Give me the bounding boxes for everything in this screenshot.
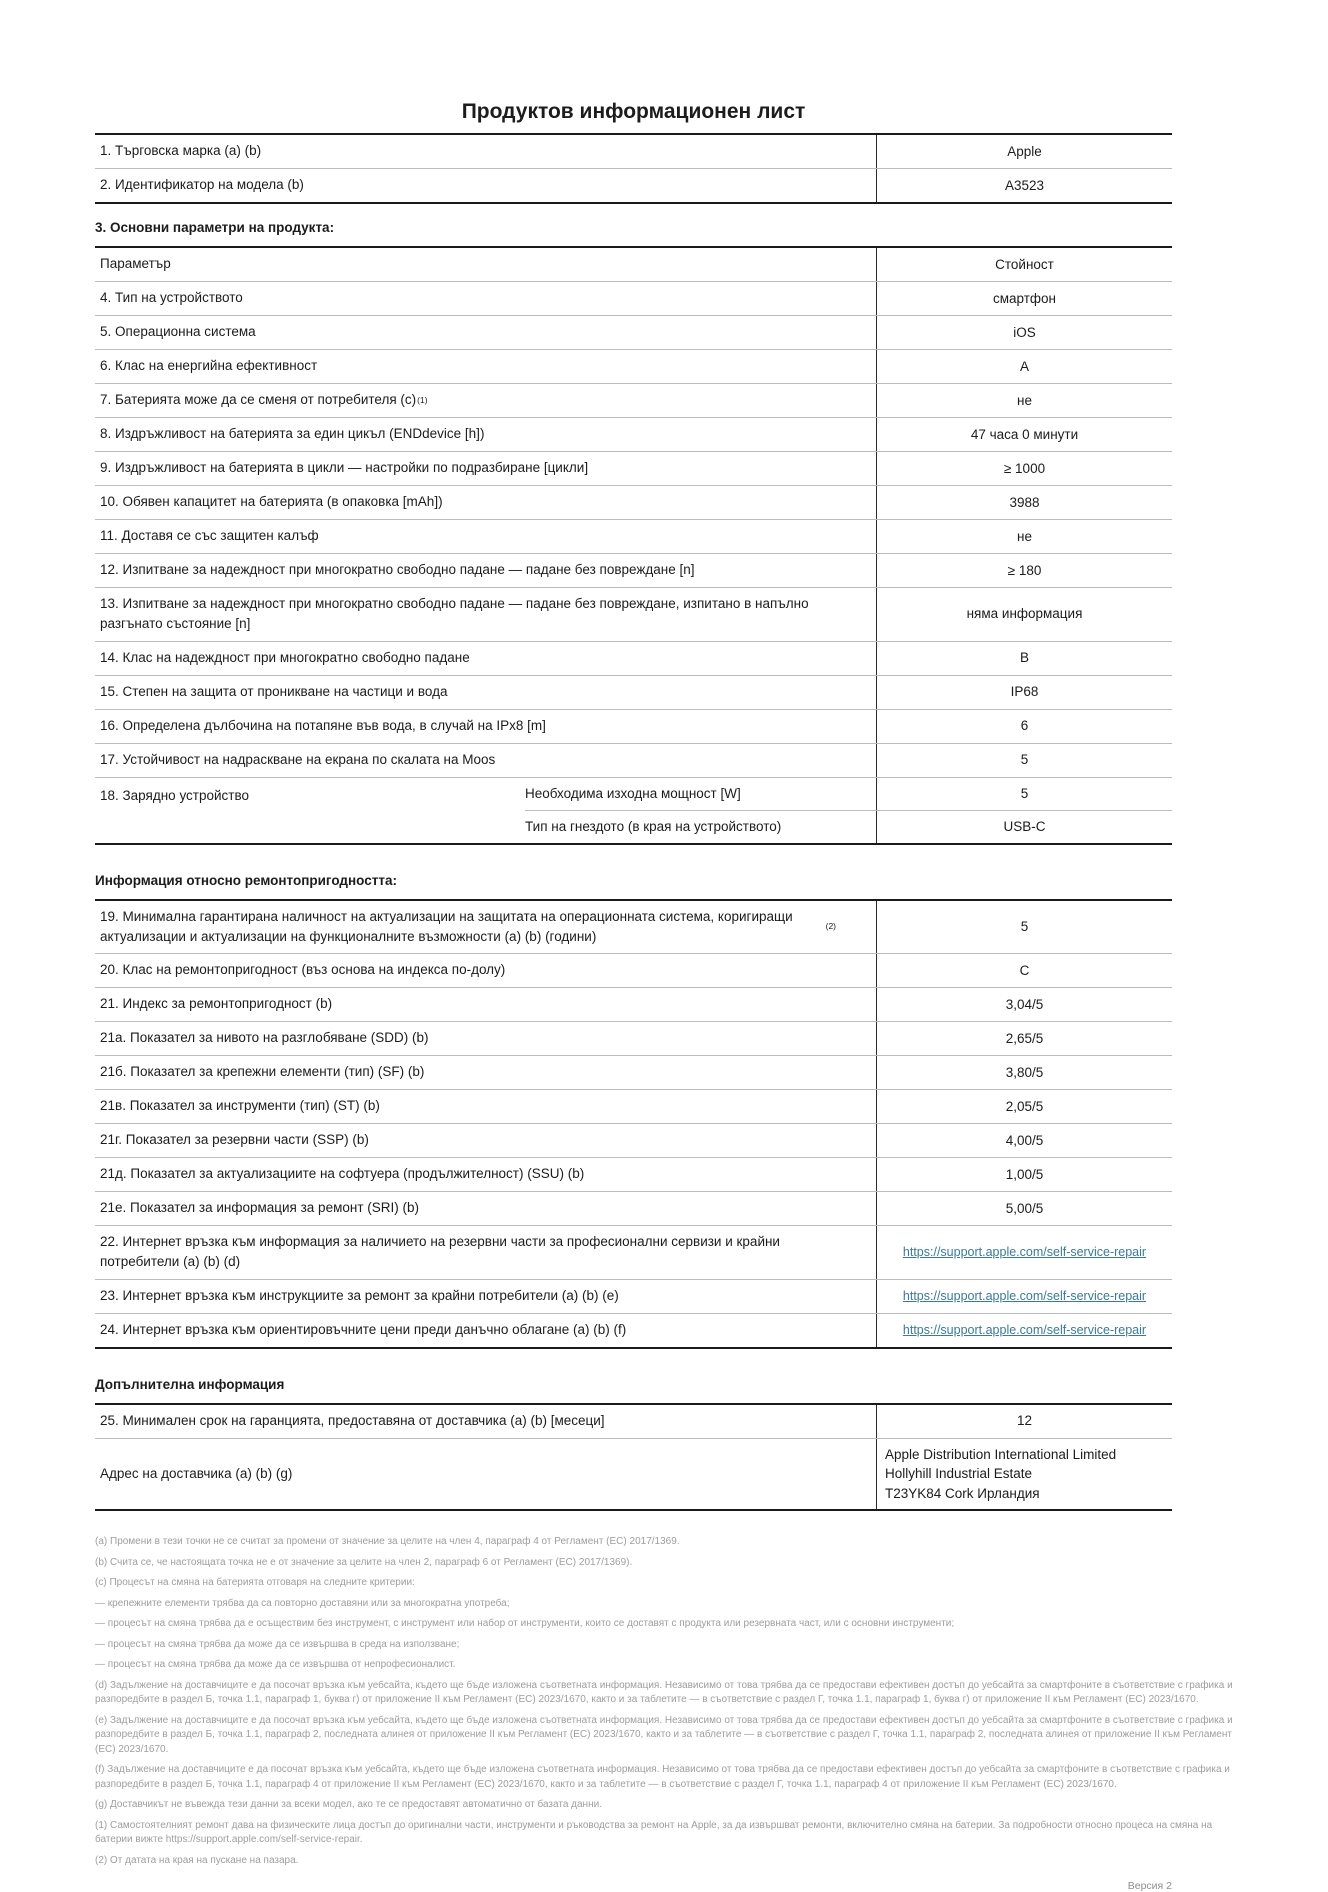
table-row	[95, 901, 1172, 954]
table-row	[95, 1225, 1172, 1279]
row-label: 21д. Показател за актуализациите на софтуера (продължителност) (SSU) (b)	[100, 1166, 585, 1182]
sub-row-value: 5	[876, 778, 1172, 810]
row-value: iOS	[876, 316, 1172, 349]
main-parameters-table	[95, 246, 1172, 845]
sub-rows	[525, 778, 1172, 843]
support-link[interactable]: https://support.apple.com/self-service-repair	[902, 1288, 1147, 1303]
table-row	[95, 1021, 1172, 1055]
row-value: 2,65/5	[876, 1022, 1172, 1055]
footnote-line: (b) Счита се, че настоящата точка не е от значение за целите на член 2, параграф 6 от Регламент (ЕС) 2017/1369).	[95, 1556, 633, 1568]
table-row	[95, 485, 1172, 519]
row-label: 21в. Показател за инструменти (тип) (ST) (b)	[100, 1098, 380, 1114]
row-value: Стойност	[876, 248, 1172, 281]
address-line: T23YK84 Cork Ирландия	[885, 1485, 1040, 1501]
table-row	[95, 641, 1172, 675]
row-value: 47 часа 0 минути	[876, 418, 1172, 451]
row-value: 5	[876, 901, 1172, 954]
footnote-line: (c) Процесът на смяна на батерията отговаря на следните критерии:	[95, 1577, 415, 1589]
row-label: 23. Интернет връзка към инструкциите за ремонт за крайни потребители (a) (b) (e)	[100, 1287, 619, 1303]
row-value: няма информация	[876, 588, 1172, 641]
row-value: 1,00/5	[876, 1158, 1172, 1191]
row-value: не	[876, 520, 1172, 553]
row-label: 22. Интернет връзка към информация за наличието на резервни части за професионални сервизи и крайни потребители (a) (b) (d)	[100, 1234, 780, 1270]
row-label: 1. Търговска марка (a) (b)	[100, 143, 262, 159]
row-label: 6. Клас на енергийна ефективност	[100, 358, 318, 374]
footnote-line: — процесът на смяна трябва да може да се извършва от непрофесионалист.	[95, 1659, 456, 1671]
footnote-ref: (1)	[417, 395, 428, 406]
sub-row-label: Необходима изходна мощност [W]	[525, 785, 741, 801]
table-row	[95, 953, 1172, 987]
additional-info-table	[95, 1403, 1172, 1512]
table-row	[95, 315, 1172, 349]
table-row	[95, 709, 1172, 743]
table-row	[95, 553, 1172, 587]
table-row	[95, 1157, 1172, 1191]
footnote-ref: (2)	[825, 921, 836, 932]
row-value: A3523	[876, 169, 1172, 202]
row-value: 3,04/5	[876, 988, 1172, 1021]
table-row	[95, 587, 1172, 641]
row-value	[876, 1226, 1172, 1279]
table-row	[95, 675, 1172, 709]
row-label: 15. Степен на защита от проникване на частици и вода	[100, 683, 448, 699]
row-label: 8. Издръжливост на батерията за един цикъл (ENDdevice [h])	[100, 426, 485, 442]
footnote-line: — процесът на смяна трябва да може да се извършва в среда на използване;	[95, 1638, 460, 1650]
column-header-row	[95, 248, 1172, 281]
row-label: 21б. Показател за крепежни елементи (тип) (SF) (b)	[100, 1064, 425, 1080]
footnotes	[95, 1535, 1243, 1868]
row-label: 20. Клас на ремонтопригодност (въз основа на индекса по-долу)	[100, 962, 506, 978]
brand-model-table	[95, 133, 1172, 204]
footnote-line: (2) От датата на края на пускане на пазара.	[95, 1854, 299, 1866]
table-row	[95, 417, 1172, 451]
row-label: 21а. Показател за нивото на разглобяване (SDD) (b)	[100, 1030, 429, 1046]
row-value: ≥ 1000	[876, 452, 1172, 485]
table-row	[95, 1405, 1172, 1438]
row-value: 12	[876, 1405, 1172, 1438]
row-value: B	[876, 642, 1172, 675]
row-label: 4. Тип на устройството	[100, 290, 243, 306]
version-label: Версия 2	[1127, 1880, 1172, 1892]
table-row	[95, 168, 1172, 202]
row-label: 21г. Показател за резервни части (SSP) (b)	[100, 1132, 369, 1148]
row-value: 5	[876, 744, 1172, 777]
row-value: 5,00/5	[876, 1192, 1172, 1225]
row-label: 24. Интернет връзка към ориентировъчните цени преди данъчно облагане (a) (b) (f)	[100, 1321, 627, 1337]
row-value: C	[876, 954, 1172, 987]
repairability-table	[95, 899, 1172, 1349]
footnote-line: — процесът на смяна трябва да е осъществим без инструмент, с инструмент или набор от инструменти, които се доставят с продукта или резервната част, или с основни инструменти;	[95, 1618, 955, 1630]
page-title: Продуктов информационен лист	[461, 100, 806, 123]
footnote-line: (a) Промени в тези точки не се считат за промени от значение за целите на член 4, параграф 4 от Регламент (ЕС) 2017/1369.	[95, 1536, 680, 1548]
sub-row	[525, 778, 1172, 810]
table-row	[95, 1438, 1172, 1510]
row-value: смартфон	[876, 282, 1172, 315]
table-row	[95, 1279, 1172, 1313]
table-row	[95, 451, 1172, 485]
table-row	[95, 349, 1172, 383]
sub-row	[525, 810, 1172, 843]
row-value	[876, 1280, 1172, 1313]
row-label: 9. Издръжливост на батерията в цикли — настройки по подразбиране [цикли]	[100, 460, 589, 476]
footnote-line: (d) Задължение на доставчиците е да посочат връзка към уебсайта, където ще бъде изложена съответната информация. Независимо от това трябва да се предостави ефективен достъп до уебсайта за смартфоните в съответствие с графика и разпоредбите в раздел Б, точка 1.1, параграф 1, буква г) от приложение II към Регламент (ЕС) 2023/1670, както и за таблетите — в съответствие с раздел Г, точка 1.1, параграф 1, буква г) от приложение II към Регламент (ЕС) 2023/1670.	[95, 1679, 1233, 1706]
section-heading-additional-info: Допълнителна информация	[95, 1376, 285, 1392]
table-row	[95, 1191, 1172, 1225]
address-line: Hollyhill Industrial Estate	[885, 1466, 1033, 1482]
row-value: 4,00/5	[876, 1124, 1172, 1157]
row-label: 2. Идентификатор на модела (b)	[100, 177, 304, 193]
support-link[interactable]: https://support.apple.com/self-service-repair	[902, 1322, 1147, 1337]
table-row-split	[95, 777, 1172, 843]
row-label: 25. Минимален срок на гаранцията, предоставяна от доставчика (a) (b) [месеци]	[100, 1412, 605, 1428]
table-row	[95, 519, 1172, 553]
sub-row-label: Тип на гнездото (в края на устройството)	[525, 818, 782, 834]
table-row	[95, 1123, 1172, 1157]
row-label: 18. Зарядно устройство	[100, 787, 249, 803]
row-label: 10. Обявен капацитет на батерията (в опаковка [mAh])	[100, 494, 443, 510]
row-label: 14. Клас на надеждност при многократно свободно падане	[100, 649, 470, 665]
row-value: 3988	[876, 486, 1172, 519]
row-value: Apple	[876, 135, 1172, 168]
section-heading-main-parameters: 3. Основни параметри на продукта:	[95, 220, 335, 235]
row-label: 5. Операционна система	[100, 324, 256, 340]
row-value: 6	[876, 710, 1172, 743]
address-line: Apple Distribution International Limited	[885, 1446, 1117, 1462]
table-row	[95, 987, 1172, 1021]
row-label: 19. Минимална гарантирана наличност на актуализации на защитата на операционната система, коригиращи актуализации и актуализации на функционалните възможности (a) (b) (години) (2)	[100, 908, 836, 944]
table-row	[95, 383, 1172, 417]
row-label: 21е. Показател за информация за ремонт (SRI) (b)	[100, 1200, 419, 1216]
table-row	[95, 743, 1172, 777]
row-label: 13. Изпитване за надеждност при многократно свободно падане — падане без повреждане, изпитано в напълно разгънато състояние [n]	[100, 596, 809, 632]
row-value	[876, 1439, 1172, 1510]
row-value: A	[876, 350, 1172, 383]
row-value	[876, 1314, 1172, 1347]
row-label: 11. Доставя се със защитен калъф	[100, 528, 319, 544]
footnote-line: (g) Доставчикът не въвежда тези данни за всеки модел, ако те се предоставят автоматично от базата данни.	[95, 1799, 602, 1811]
row-label: 12. Изпитване за надеждност при многократно свободно падане — падане без повреждане [n]	[100, 562, 695, 578]
row-label: Параметър	[100, 256, 171, 272]
row-value: не	[876, 384, 1172, 417]
footnote-line: (e) Задължение на доставчиците е да посочат връзка към уебсайта, където ще бъде изложена съответната информация. Независимо от това трябва да се предостави ефективен достъп до уебсайта за смартфоните в съответствие с графика и разпоредбите в раздел Б, точка 1.1, параграф 2, последната алинея от приложение II към Регламент (ЕС) 2023/1670, както и за таблетите — в съответствие с раздел Г, точка 1.1, параграф 2, последната алинея от приложение II към Регламент (ЕС) 2023/1670.	[95, 1714, 1233, 1755]
footnote-line: (1) Самостоятелният ремонт дава на физическите лица достъп до оригинални части, инструменти и ръководства за ремонт на Apple, за да извършват ремонти, включително смяна на батерии. За подробности относно процеса на смяна на батерии вижте https://support.apple.com/self-service-repair.	[95, 1819, 1213, 1846]
row-label: 16. Определена дълбочина на потапяне във вода, в случай на IPx8 [m]	[100, 717, 546, 733]
footnote-line: (f) Задължение на доставчиците е да посочат връзка към уебсайта, където ще бъде изложена съответната информация. Независимо от това трябва да се предостави ефективен достъп до уебсайта за смартфоните в съответствие с графика и разпоредбите в раздел Б, точка 1.1, параграф 4 от приложение II към Регламент (ЕС) 2023/1670, както и за таблетите — в съответствие с раздел Г, точка 1.1, параграф 4 от приложение II към Регламент (ЕС) 2023/1670.	[95, 1764, 1230, 1790]
support-link[interactable]: https://support.apple.com/self-service-repair	[902, 1245, 1147, 1260]
table-row	[95, 281, 1172, 315]
row-value: IP68	[876, 676, 1172, 709]
row-value: 3,80/5	[876, 1056, 1172, 1089]
table-row	[95, 1055, 1172, 1089]
table-row	[95, 1089, 1172, 1123]
sub-row-value: USB-C	[876, 811, 1172, 843]
row-label: Адрес на доставчика (a) (b) (g)	[100, 1465, 293, 1481]
row-value: 2,05/5	[876, 1090, 1172, 1123]
section-heading-repairability: Информация относно ремонтопригодността:	[95, 872, 397, 888]
row-label: 21. Индекс за ремонтопригодност (b)	[100, 996, 333, 1012]
row-value: ≥ 180	[876, 554, 1172, 587]
footnote-line: — крепежните елементи трябва да са повторно доставяни или за многократна употреба;	[95, 1597, 510, 1609]
table-row	[95, 1313, 1172, 1347]
row-label: 17. Устойчивост на надраскване на екрана по скалата на Moos	[100, 751, 496, 767]
table-row	[95, 135, 1172, 168]
row-label: 7. Батерията може да се сменя от потребителя (c) (1)	[100, 392, 428, 408]
